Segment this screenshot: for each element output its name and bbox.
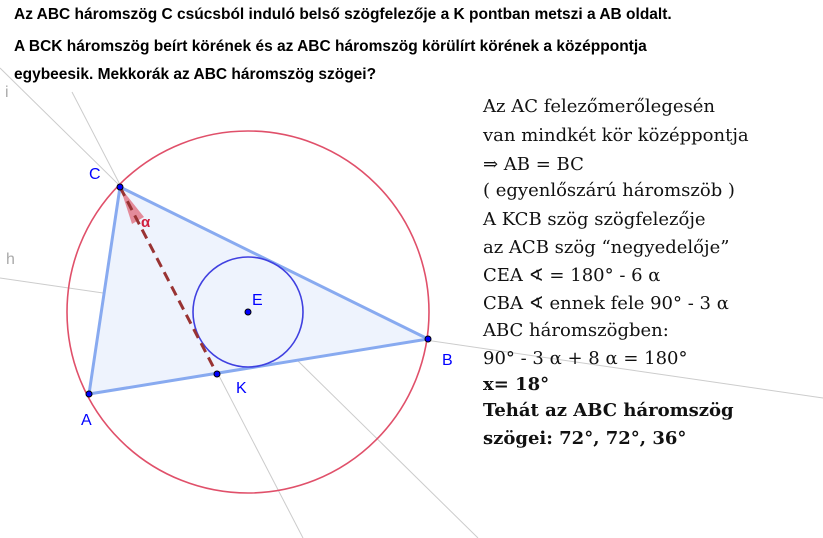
solution-line-13: szögei: 72°, 72°, 36° — [483, 428, 687, 449]
solution-line-7: CEA ∢ = 180° - 6 α — [483, 265, 661, 286]
point-k[interactable] — [214, 371, 220, 377]
solution-line-9: ABC háromszögben: — [483, 320, 669, 341]
solution-line-11: x= 18° — [483, 374, 550, 395]
point-a[interactable] — [86, 391, 92, 397]
label-alpha: α — [141, 214, 151, 231]
solution-line-10: 90° - 3 α + 8 α = 180° — [483, 348, 688, 369]
problem-line-1: Az ABC háromszög C csúcsból induló belső szögfelezője a K pontban metszi a AB oldalt. — [14, 6, 672, 23]
point-c[interactable] — [117, 184, 123, 190]
solution-line-6: az ACB szög “negyedelője” — [483, 237, 730, 258]
solution-line-3: ⇒ AB = BC — [483, 154, 584, 175]
solution-line-1: Az AC felezőmerőlegesén — [483, 96, 715, 117]
label-e: E — [252, 292, 263, 309]
problem-line-2: A BCK háromszög beírt körének és az ABC háromszög körülírt körének a középpontja — [14, 38, 647, 55]
solution-line-8: CBA ∢ ennek fele 90° - 3 α — [483, 293, 729, 314]
solution-line-12: Tehát az ABC háromszög — [483, 400, 734, 421]
label-b: B — [442, 352, 453, 369]
label-i: i — [5, 84, 9, 101]
problem-line-3: egybeesik. Mekkorák az ABC háromszög szögei? — [14, 66, 377, 83]
solution-line-2: van mindkét kör középpontja — [483, 125, 749, 146]
label-h: h — [6, 251, 15, 268]
label-a: A — [81, 412, 92, 429]
label-c: C — [89, 166, 101, 183]
point-b[interactable] — [425, 336, 431, 342]
label-k: K — [236, 380, 247, 397]
solution-line-5: A KCB szög szögfelezője — [483, 209, 706, 230]
point-e[interactable] — [245, 309, 251, 315]
solution-line-4: ( egyenlőszárú háromszöb ) — [483, 180, 735, 201]
